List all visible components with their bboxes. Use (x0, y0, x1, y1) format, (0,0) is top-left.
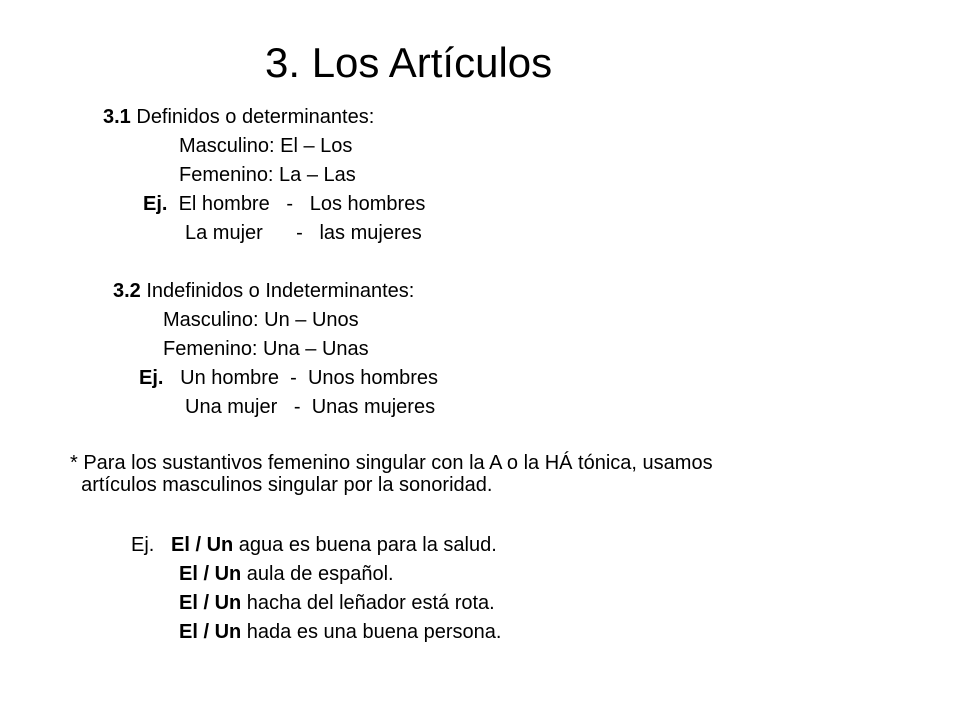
note (70, 452, 713, 496)
indefinidos-masculino: Masculino: Un – Unos (163, 309, 359, 331)
definidos-heading-text: Definidos o determinantes: (130, 106, 375, 128)
example-3-text: hacha del leñador está rota. (241, 592, 495, 614)
definidos-number: 3.1 (103, 106, 131, 128)
definidos-example-1 (143, 192, 425, 216)
example-3-articles: El / Un (179, 592, 242, 614)
indefinidos-heading (113, 279, 414, 303)
example-4-text: hada es una buena persona. (241, 621, 502, 643)
indefinidos-femenino: Femenino: Una – Unas (163, 338, 369, 360)
definidos-example-2: La mujer - las mujeres (185, 222, 422, 244)
indefinidos-example-1-text: Un hombre - Unos hombres (163, 367, 439, 389)
indefinidos-example-label: Ej. (139, 367, 164, 389)
examples-label: Ej. (131, 534, 172, 556)
slide-title: 3. Los Artículos (265, 39, 553, 86)
indefinidos-example-2: Una mujer - Unas mujeres (185, 396, 436, 418)
indefinidos-heading-text: Indefinidos o Indeterminantes: (140, 280, 415, 302)
indefinidos-example-1 (139, 366, 438, 390)
example-row-2 (179, 562, 394, 586)
example-4-articles: El / Un (179, 621, 242, 643)
example-1-articles: El / Un (171, 534, 234, 556)
example-row-4 (179, 620, 501, 644)
definidos-example-label: Ej. (143, 193, 168, 215)
definidos-masculino: Masculino: El – Los (179, 135, 353, 157)
note-line-1: * Para los sustantivos femenino singular con la A o la HÁ tónica, usamos (70, 452, 713, 474)
example-2-articles: El / Un (179, 563, 242, 585)
example-2-text: aula de español. (241, 563, 394, 585)
example-row-3 (179, 591, 495, 615)
indefinidos-number: 3.2 (113, 280, 141, 302)
definidos-femenino: Femenino: La – Las (179, 164, 356, 186)
definidos-example-1-text: El hombre - Los hombres (167, 193, 426, 215)
definidos-heading (103, 105, 374, 129)
note-line-2: artículos masculinos singular por la sonoridad. (70, 474, 493, 496)
example-1-text: agua es buena para la salud. (233, 534, 497, 556)
example-row-1 (131, 533, 497, 557)
